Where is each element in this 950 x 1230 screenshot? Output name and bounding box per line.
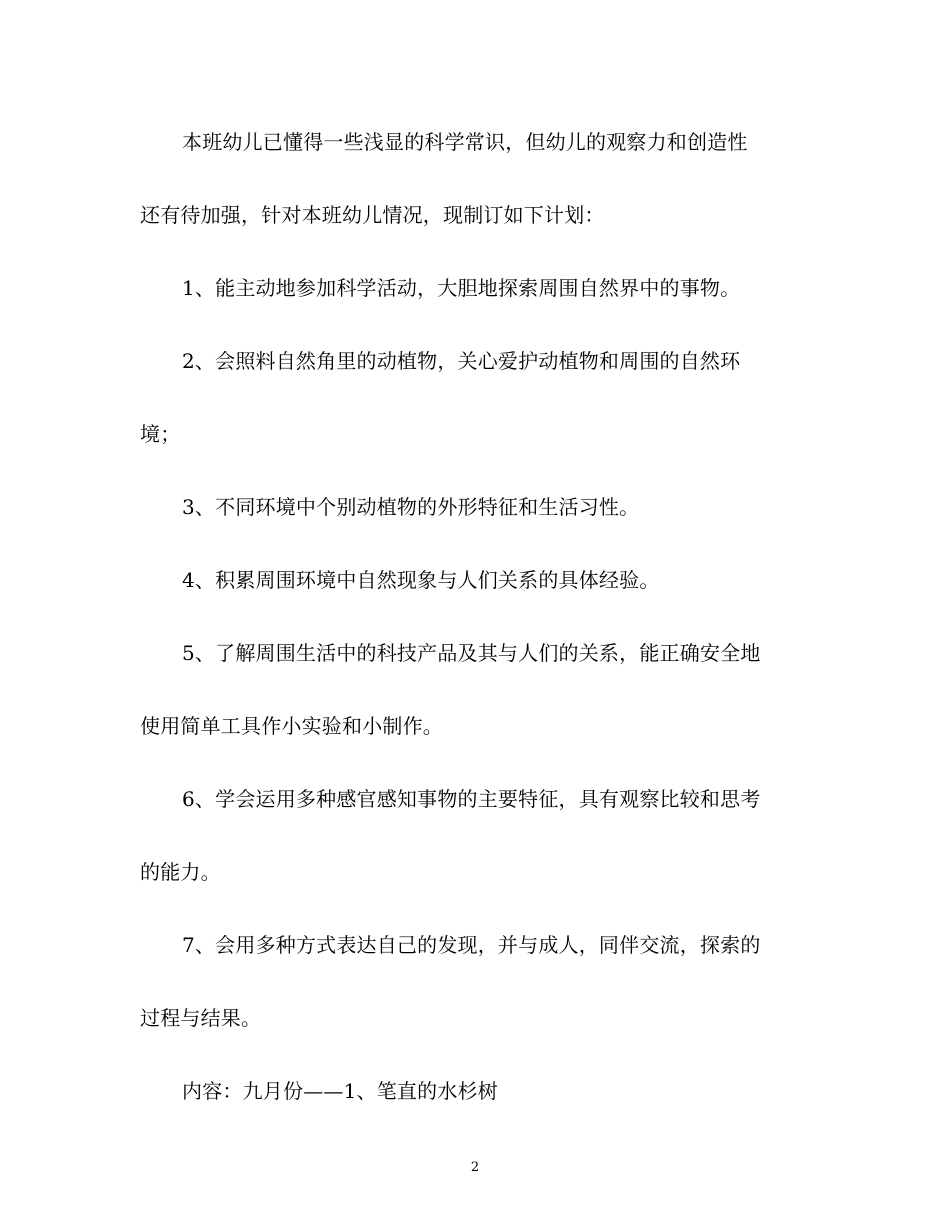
list-item-4: 4、积累周围环境中自然现象与人们关系的具体经验。 <box>182 568 660 592</box>
content-heading: 内容：九月份——1、笔直的水杉树 <box>182 1079 498 1103</box>
page-number: 2 <box>470 1160 480 1175</box>
list-item-5-line-1: 5、了解周围生活中的科技产品及其与人们的关系，能正确安全地 <box>182 641 761 665</box>
list-item-3: 3、不同环境中个别动植物的外形特征和生活习性。 <box>182 495 640 519</box>
list-item-5-line-2: 使用简单工具作小实验和小制作。 <box>140 714 443 738</box>
list-item-7-line-2: 过程与结果。 <box>140 1006 262 1030</box>
list-item-6-line-1: 6、学会运用多种感官感知事物的主要特征，具有观察比较和思考 <box>182 787 761 811</box>
list-item-1: 1、能主动地参加科学活动，大胆地探索周围自然界中的事物。 <box>182 276 741 300</box>
list-item-6-line-2: 的能力。 <box>140 860 221 884</box>
list-item-2-line-1: 2、会照料自然角里的动植物，关心爱护动植物和周围的自然环 <box>182 349 741 373</box>
list-item-7-line-1: 7、会用多种方式表达自己的发现，并与成人，同伴交流，探索的 <box>182 933 761 957</box>
paragraph-intro-line-2: 还有待加强，针对本班幼儿情况，现制订如下计划： <box>140 203 605 227</box>
paragraph-intro-line-1: 本班幼儿已懂得一些浅显的科学常识，但幼儿的观察力和创造性 <box>182 130 748 154</box>
list-item-2-line-2: 境； <box>140 422 181 446</box>
